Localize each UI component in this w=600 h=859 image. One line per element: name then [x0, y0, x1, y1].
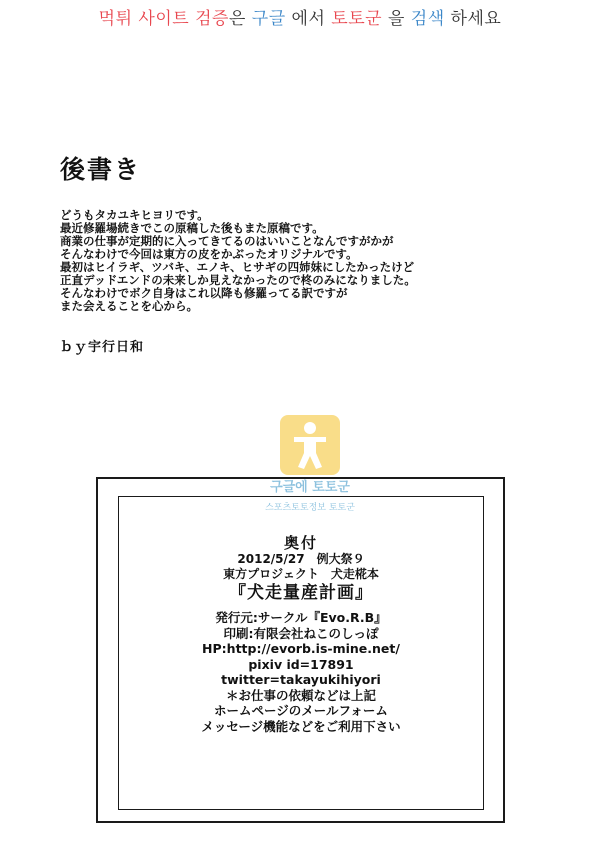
person-icon [280, 415, 340, 475]
afterword-line: 最初はヒイラギ、ツバキ、エノキ、ヒサギの四姉妹にしたかったけど [60, 260, 415, 274]
author-signature: ｂｙ宇行日和 [60, 340, 145, 355]
colophon-info-line: HP:http://evorb.is-mine.net/ [202, 641, 400, 656]
afterword-line: そんなわけで今回は東方の皮をかぶったオリジナルです。 [60, 247, 358, 261]
banner-segment: 에서 [285, 9, 332, 29]
afterword-line: どうもタカユキヒヨリです。 [60, 208, 209, 222]
top-banner [0, 6, 600, 32]
watermark-text: 구글에 토토군 [270, 480, 350, 495]
colophon-info-line: メッセージ機能などをご利用下さい [201, 718, 401, 734]
colophon-series: 東方プロジェクト 犬走椛本 [223, 567, 379, 581]
colophon-date-event: 2012/5/27 例大祭９ [237, 552, 365, 566]
afterword-line: 商業の仕事が定期的に入ってきてるのはいいことなんですがかが [60, 234, 394, 248]
banner-segment: 하세요 [444, 9, 502, 29]
banner-segment: 검색 [410, 9, 445, 29]
colophon-book-title: 『犬走量産計画』 [229, 583, 373, 603]
afterword-body [60, 209, 530, 313]
colophon [118, 534, 484, 734]
banner-segment: 토토군 [331, 9, 383, 29]
colophon-info-line: 発行元:サークル『Evo.R.B』 [215, 610, 387, 625]
colophon-info-line: 印刷:有限会社ねこのしっぽ [223, 625, 379, 641]
colophon-title: 奥付 [283, 534, 318, 552]
afterword-line: そんなわけでボク自身はこれ以降も修羅ってる訳ですが [60, 286, 348, 300]
afterword-line: 最近修羅場続きでこの原稿した後もまた原稿です。 [60, 221, 324, 235]
colophon-info-line: pixiv id=17891 [248, 656, 354, 672]
watermark-box [280, 415, 340, 475]
afterword-line: 正直デッドエンドの未来しか見えなかったので柊のみになりました。 [60, 273, 416, 287]
colophon-info-line: ホームページのメールフォーム [214, 703, 388, 718]
afterword-title: 後書き [60, 155, 142, 184]
banner-segment: 먹튀 사이트 검증 [98, 9, 229, 29]
watermark-subtext: 스포츠토토정보 토토군 [265, 503, 355, 513]
banner-segment: 을 [382, 9, 411, 29]
afterword-line: また会えることを心から。 [60, 299, 198, 313]
colophon-info-line: twitter=takayukihiyori [221, 672, 381, 687]
banner-segment: 은 [228, 9, 252, 29]
colophon-info-line: ＊お仕事の依頼などは上記 [225, 687, 376, 703]
banner-segment: 구글 [251, 9, 286, 29]
